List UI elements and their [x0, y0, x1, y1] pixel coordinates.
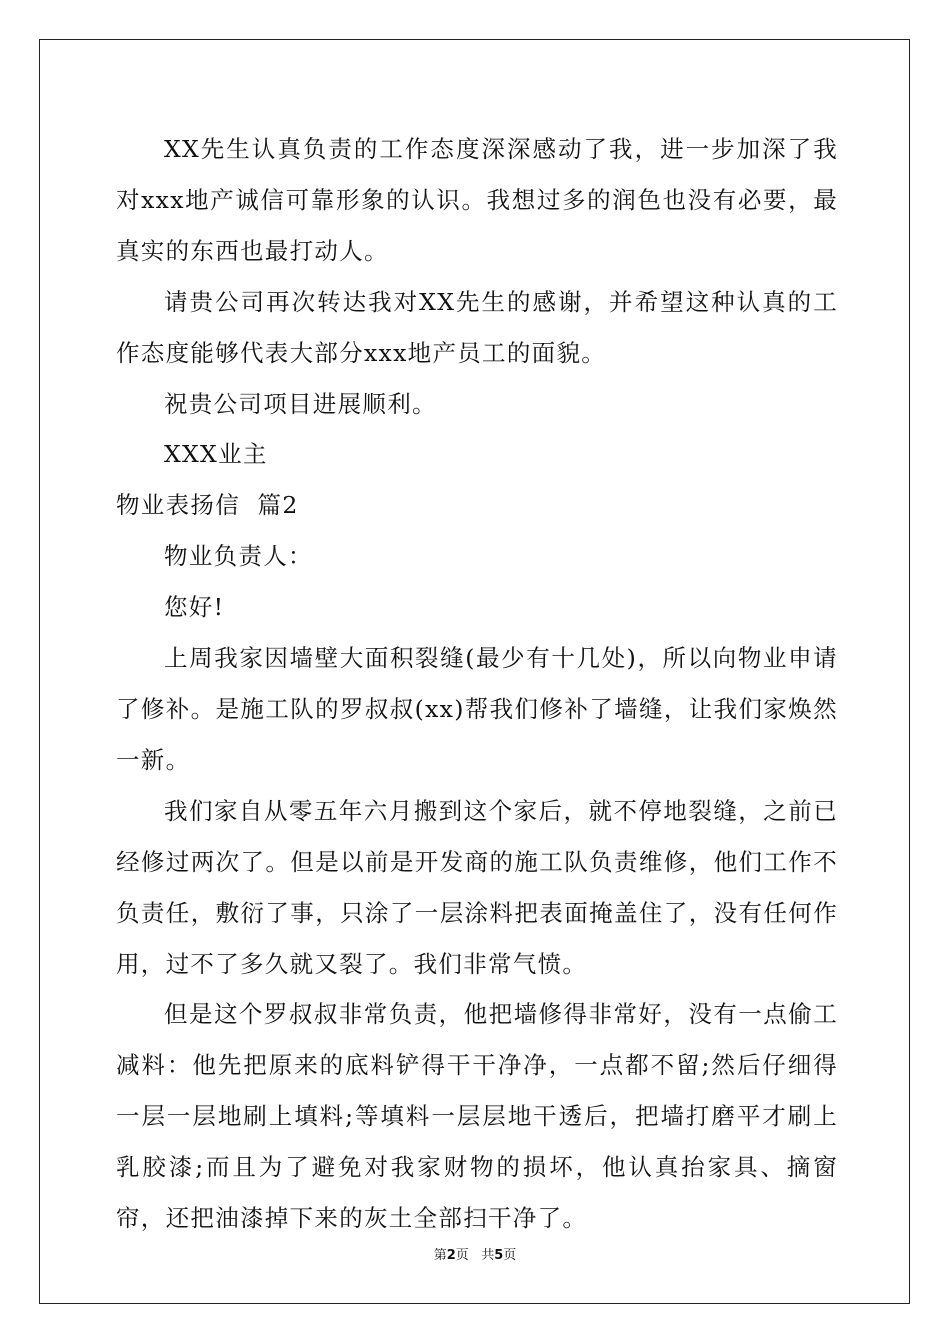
paragraph: XX先生认真负责的工作态度深深感动了我，进一步加深了我对xxx地产诚信可靠形象的认识。我想过多的润色也没有必要，最真实的东西也最打动人。: [116, 135, 838, 265]
footer-middle: 页 共: [455, 1248, 495, 1263]
footer-suffix: 页: [503, 1248, 517, 1263]
paragraph: 但是这个罗叔叔非常负责，他把墙修得非常好，没有一点偷工减料：他先把原来的底料铲得干干净净，一点都不留;然后仔细得一层一层地刷上填料;等填料一层层地干透后，把墙打磨平才刷上乳胶漆;而且为了避免对我家财物的损坏，他认真抬家具、摘窗帘，还把油漆掉下来的灰土全部扫干净了。: [116, 1000, 838, 1233]
signature-line: XXX业主: [164, 440, 268, 469]
section-heading: 物业表扬信 篇2: [116, 491, 299, 520]
total-page-count: 5: [494, 1248, 504, 1263]
paragraph: 祝贵公司项目进展顺利。: [164, 389, 437, 418]
paragraph: 我们家自从零五年六月搬到这个家后，就不停地裂缝，之前已经修过两次了。但是以前是开发商的施工队负责维修，他们工作不负责任，敷衍了事，只涂了一层涂料把表面掩盖住了，没有任何作用，过不了多久就又裂了。我们非常气愤。: [116, 796, 838, 978]
paragraph: 上周我家因墙壁大面积裂缝(最少有十几处)，所以向物业申请了修补。是施工队的罗叔叔(xx)帮我们修补了墙缝，让我们家焕然一新。: [116, 644, 838, 774]
salutation: 物业负责人：: [164, 542, 313, 571]
page-footer: [0, 1246, 950, 1266]
paragraph: 请贵公司再次转达我对XX先生的感谢，并希望这种认真的工作态度能够代表大部分xxx地产员工的面貌。: [116, 287, 838, 367]
current-page-number: 2: [446, 1248, 456, 1263]
document-body: [116, 124, 838, 1244]
footer-prefix: 第: [433, 1248, 447, 1263]
greeting: 您好!: [164, 593, 225, 622]
